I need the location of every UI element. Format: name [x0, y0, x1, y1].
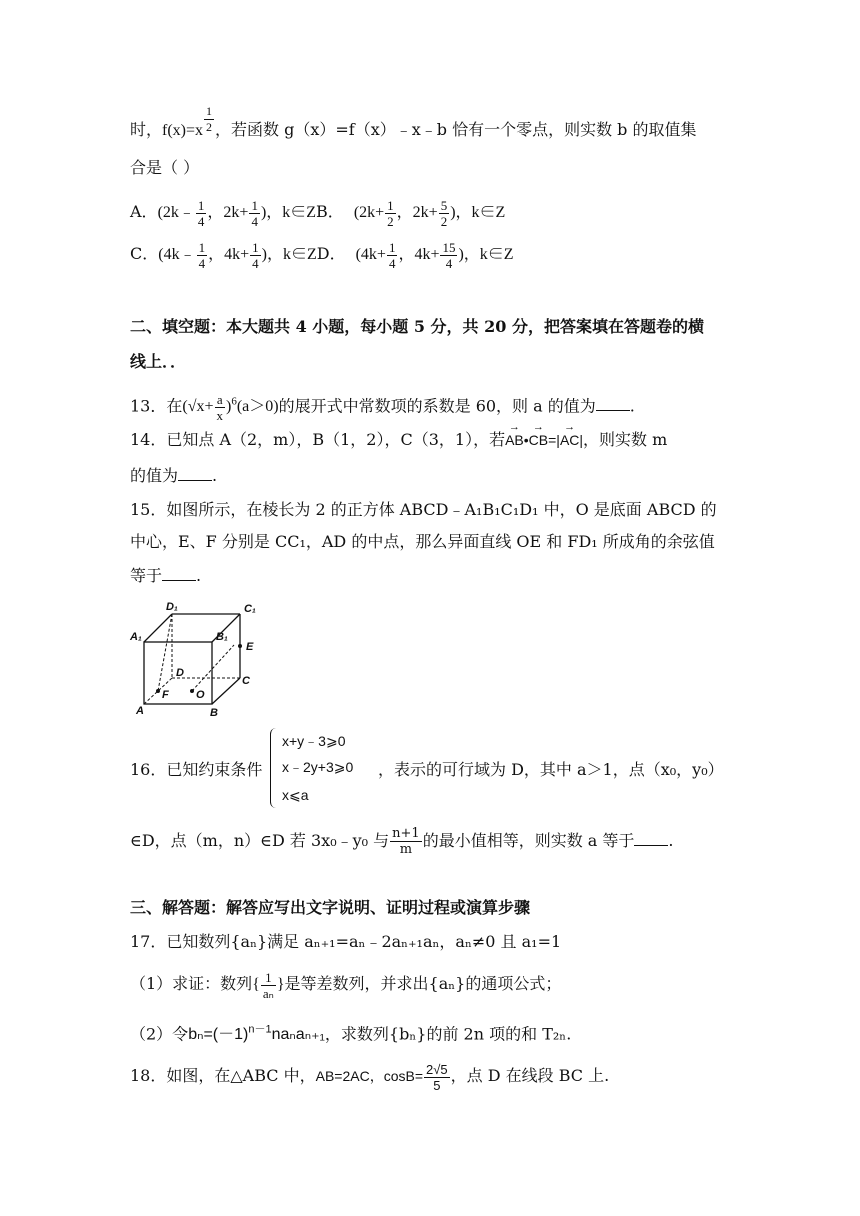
q18-math [315, 1062, 451, 1093]
label-b: B [210, 707, 218, 719]
q12-fx [162, 104, 215, 140]
q13-expr [182, 392, 279, 424]
q14-post: ，则实数 m [583, 430, 668, 449]
optD-f2d: 4 [445, 256, 453, 271]
q17-frac-n: 1 [261, 970, 276, 986]
q15-line1: 15．如图所示，在棱长为 2 的正方体 ABCD﹣A₁B₁C₁D₁ 中，O 是底面 ABCD 的 [130, 500, 717, 519]
dot-op: • [523, 432, 529, 448]
q17-p2-b: ，求数列{bₙ}的前 2n 项的和 T₂ₙ. [324, 1024, 572, 1044]
optA-m2: ，2k+ [207, 204, 249, 222]
q14-line2-text: 的值为 [130, 466, 179, 485]
q17-p2-a: （2）令 [130, 1024, 189, 1044]
label-e: E [246, 641, 254, 653]
q15-line2: 中心，E、F 分别是 CC₁，AD 的中点，那么异面直线 OE 和 FD₁ 所成角的余弦值 [130, 532, 715, 551]
option-a-math [157, 198, 317, 229]
q16-line2: ∈D，点（m，n）∈D 若 3x₀﹣y₀ 与 $\frac{n+1}{m}$ 的最小值相等，则实数 a 等于 . [130, 826, 674, 857]
optB-f2n: 5 [440, 198, 448, 213]
optA-frac1 [196, 198, 207, 229]
q18-pre: 18．如图，在△ABC 中， [130, 1066, 316, 1086]
optD-frac2 [440, 240, 457, 271]
q18 [130, 1062, 609, 1093]
q14-line2: 的值为 . [130, 466, 218, 485]
optD-m2: ，4k+ [398, 246, 440, 264]
q17-part2 [130, 1018, 571, 1047]
label-a: A [136, 705, 144, 717]
q13-frac [215, 392, 226, 423]
q18-frac-n: 2√5 [426, 1062, 448, 1077]
option-d-label: D． [316, 244, 346, 264]
constraint-1: x+y﹣3⩾0 [282, 733, 346, 749]
optA-m1: (2k﹣ [157, 204, 195, 222]
option-c-math [158, 240, 317, 271]
q17-p1-a: （1）求证：数列 [130, 974, 253, 994]
optD-m3: )，k∈Z [458, 246, 514, 264]
q17-p2-math-b: naₙaₙ₊₁ [271, 1026, 325, 1044]
optD-f2n: 15 [442, 240, 456, 255]
option-b-math [353, 198, 506, 229]
option-d-math [355, 240, 514, 271]
constraint-2: x﹣2y+3⩾0 [282, 759, 354, 775]
q14-line1 [130, 428, 667, 452]
answer-blank [162, 566, 196, 581]
optA-f1n: 1 [197, 198, 205, 213]
q12-exp-den: 2 [206, 120, 213, 134]
optD-frac1 [387, 240, 398, 271]
optB-f2d: 2 [440, 214, 448, 229]
optA-f2n: 1 [251, 198, 258, 213]
optA-m3: )，k∈Z [260, 204, 317, 222]
section2-heading-line1: 二、填空题：本大题共 4 小题，每小题 5 分，共 20 分，把答案填在答题卷的横 [130, 317, 704, 336]
optC-frac2 [250, 240, 261, 271]
optB-frac2 [439, 198, 450, 229]
q14-vector-expr [505, 432, 583, 448]
q16-mid: ，表示的可行域为 D，其中 a＞1，点（x₀，y₀） [378, 760, 724, 779]
label-d1: D₁ [166, 601, 178, 613]
point-o [190, 689, 194, 693]
optD-f1d: 4 [388, 256, 396, 271]
q14-pre: 14．已知点 A（2，m），B（1，2），C（3，1），若 [130, 430, 506, 449]
q12-options-cd [130, 240, 514, 271]
point-e [238, 644, 242, 648]
label-b1: B₁ [216, 631, 228, 643]
optB-frac1 [385, 198, 396, 229]
answer-blank [634, 831, 668, 846]
label-o: O [196, 689, 205, 701]
optC-f2d: 4 [252, 256, 259, 271]
q12-options-ab [130, 198, 505, 229]
q12-line2: 合是（ ） [130, 158, 200, 177]
q12-text-b: ，若函数 g（x）=f（x）﹣x﹣b 恰有一个零点，则实数 b 的取值集 [215, 120, 697, 140]
q16-frac-n: n+1 [392, 826, 420, 841]
q17-part1 [130, 970, 561, 1001]
option-b-label: B． [316, 202, 344, 222]
optC-f2n: 1 [252, 240, 259, 255]
label-f: F [162, 689, 169, 701]
constraint-brace [270, 728, 279, 808]
optB-m1: (2k+ [353, 204, 385, 222]
q16-pre: 16．已知约束条件 [130, 760, 263, 779]
q17-line1: 17．已知数列{aₙ}满足 aₙ₊₁=aₙ﹣2aₙ₊₁aₙ，aₙ≠0 且 a₁=1 [130, 932, 562, 951]
q17-p1-b: 是等差数列，并求出{aₙ}的通项公式； [284, 974, 562, 994]
section2-heading-line2: 线上．． [130, 352, 187, 371]
q12-fx-base: f(x)=x [162, 122, 204, 140]
optA-f2d: 4 [251, 214, 258, 229]
option-a-label: A． [130, 202, 158, 222]
q13-expr-b: ) [226, 398, 232, 416]
optD-m1: (4k+ [355, 246, 386, 264]
q13-post: 的展开式中常数项的系数是 60，则 a 的值为 [278, 396, 596, 416]
label-d: D [176, 667, 184, 679]
optA-f1d: 4 [197, 214, 205, 229]
q13: 13．在(√x+ $\frac{a}{x}$ )$^6$(a＞0)的展开式中常数项的系数是 60，则 a 的值为 . [130, 392, 635, 424]
vector-cb: → CB [529, 428, 548, 452]
optB-m2: ，2k+ [396, 204, 438, 222]
label-c: C [242, 675, 250, 687]
q12-exponent [204, 104, 214, 135]
q16-line2-a: ∈D，点（m，n）∈D 若 3x₀﹣y₀ 与 [130, 831, 390, 850]
label-c1: C₁ [244, 603, 256, 615]
optC-m1: (4k﹣ [158, 246, 196, 264]
q13-expr-a: (√x+ [182, 398, 214, 416]
eq-op: =| [548, 432, 560, 448]
q17-p2-exp: n－1 [248, 1024, 272, 1036]
q15-line3: 等于 . [130, 566, 202, 585]
q13-frac-d: x [216, 408, 224, 424]
q18-frac [424, 1062, 450, 1093]
q13-frac-n: a [215, 392, 226, 408]
q18-cos: cosB= [383, 1068, 424, 1085]
q16-line2-b: 的最小值相等，则实数 a 等于 [422, 831, 635, 850]
optC-frac1 [197, 240, 208, 271]
optC-f1n: 1 [198, 240, 206, 255]
option-c-label: C． [130, 244, 159, 264]
answer-blank [178, 466, 212, 481]
q16-frac-d: m [399, 842, 413, 857]
optB-f1d: 2 [387, 214, 394, 229]
label-a1: A₁ [130, 631, 142, 643]
q13-pre: 13．在 [130, 396, 183, 416]
optB-m3: )，k∈Z [450, 204, 506, 222]
q18-frac-d: 5 [433, 1078, 441, 1093]
answer-blank [596, 396, 630, 411]
optC-m3: )，k∈Z [261, 246, 317, 264]
q17-p2-math-a: bₙ=(－1) [188, 1026, 249, 1044]
q15-line3-text: 等于 [130, 566, 163, 585]
q13-exp: 6 [231, 396, 237, 408]
q12-line1 [130, 104, 697, 147]
vector-ab: → AB [505, 428, 524, 452]
q17-brace-open: { [252, 976, 260, 994]
optC-f1d: 4 [198, 256, 206, 271]
optC-m2: ，4k+ [208, 246, 250, 264]
vector-ac: → AC [560, 428, 579, 452]
q12-text-a: 时， [130, 120, 163, 140]
optB-f1n: 1 [387, 198, 394, 213]
optA-frac2 [249, 198, 260, 229]
constraint-3: x⩽a [282, 787, 309, 803]
q16-frac [390, 826, 422, 857]
q18-ab: AB=2AC， [315, 1068, 384, 1085]
q13-cond: (a＞0) [236, 398, 279, 416]
q17-frac-d: aₙ [262, 986, 274, 1001]
abs-bar: | [579, 432, 584, 448]
optD-f1n: 1 [388, 240, 396, 255]
q17-p2-math [188, 1026, 325, 1043]
section3-heading: 三、解答题：解答应写出文字说明、证明过程或演算步骤 [130, 898, 531, 917]
point-f [156, 689, 160, 693]
q17-p1-math [252, 970, 285, 1001]
q12-exp-num: 1 [206, 104, 213, 118]
cube-figure [128, 600, 278, 720]
q18-post: ，点 D 在线段 BC 上. [450, 1066, 610, 1086]
q17-brace-close: } [276, 976, 285, 994]
q17-frac [261, 970, 276, 1001]
